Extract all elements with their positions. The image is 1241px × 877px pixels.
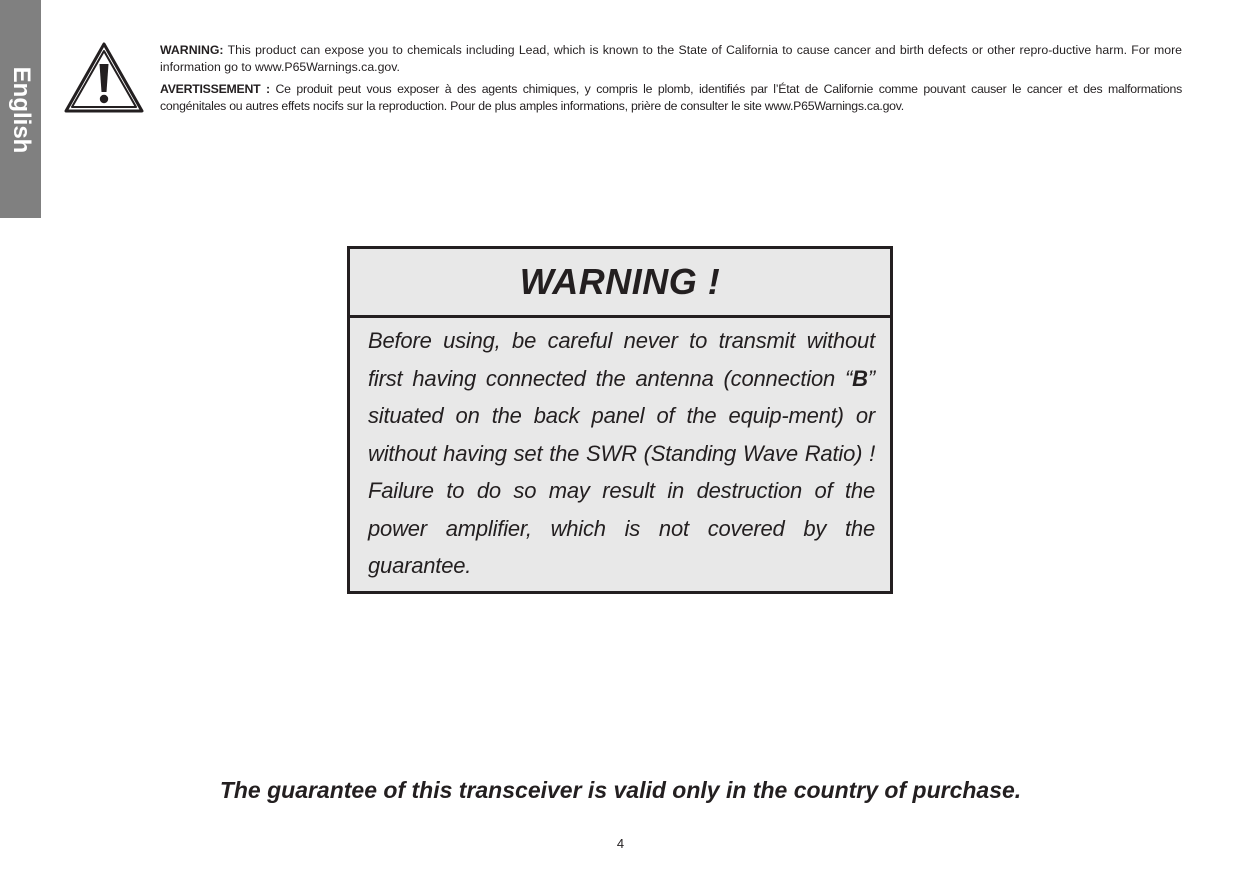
prop65-warning-french [160, 81, 1182, 115]
warning-box-header [350, 249, 890, 318]
connection-letter: B [852, 365, 868, 391]
guarantee-notice: The guarantee of this transceiver is valid only in the country of purchase. [219, 777, 1022, 803]
warning-body-text-start: Before using, be careful never to transmit without first having connected the antenna (connection “ [368, 328, 875, 391]
language-tab [0, 0, 41, 218]
warning-triangle-icon [62, 40, 146, 116]
language-tab-label: English [8, 66, 35, 154]
prop65-avertissement-text: Ce produit peut vous exposer à des agents chimiques, y compris le plomb, identifiés par l’État de Californie comme pouvant causer le cancer et des malformations congénitales ou autres effets nocifs sur la reproduction. Pour de plus amples informations, prière de consulter le site www.P65Warnings.ca.gov. [160, 82, 1182, 113]
prop65-avertissement-label: AVERTISSEMENT : [160, 82, 270, 96]
prop65-warning [160, 42, 1182, 120]
prop65-warning-label: WARNING: [160, 43, 224, 57]
warning-body-text-end: ” situated on the back panel of the equip-ment) or without having set the SWR (Standing Wave Ratio) ! Failure to do so may result in destruction of the power amplifier, which is not covered by the guarantee. [368, 365, 875, 578]
antenna-warning-box [347, 246, 893, 594]
warning-box-title: WARNING ! [519, 261, 721, 302]
page-number: 4 [616, 836, 625, 851]
prop65-warning-text: This product can expose you to chemicals including Lead, which is known to the State of California to cause cancer and birth defects or other repro-ductive harm. For more information go to www.P65Warnings.ca.gov. [160, 43, 1182, 74]
prop65-warning-english [160, 42, 1182, 76]
warning-box-body [350, 318, 890, 585]
